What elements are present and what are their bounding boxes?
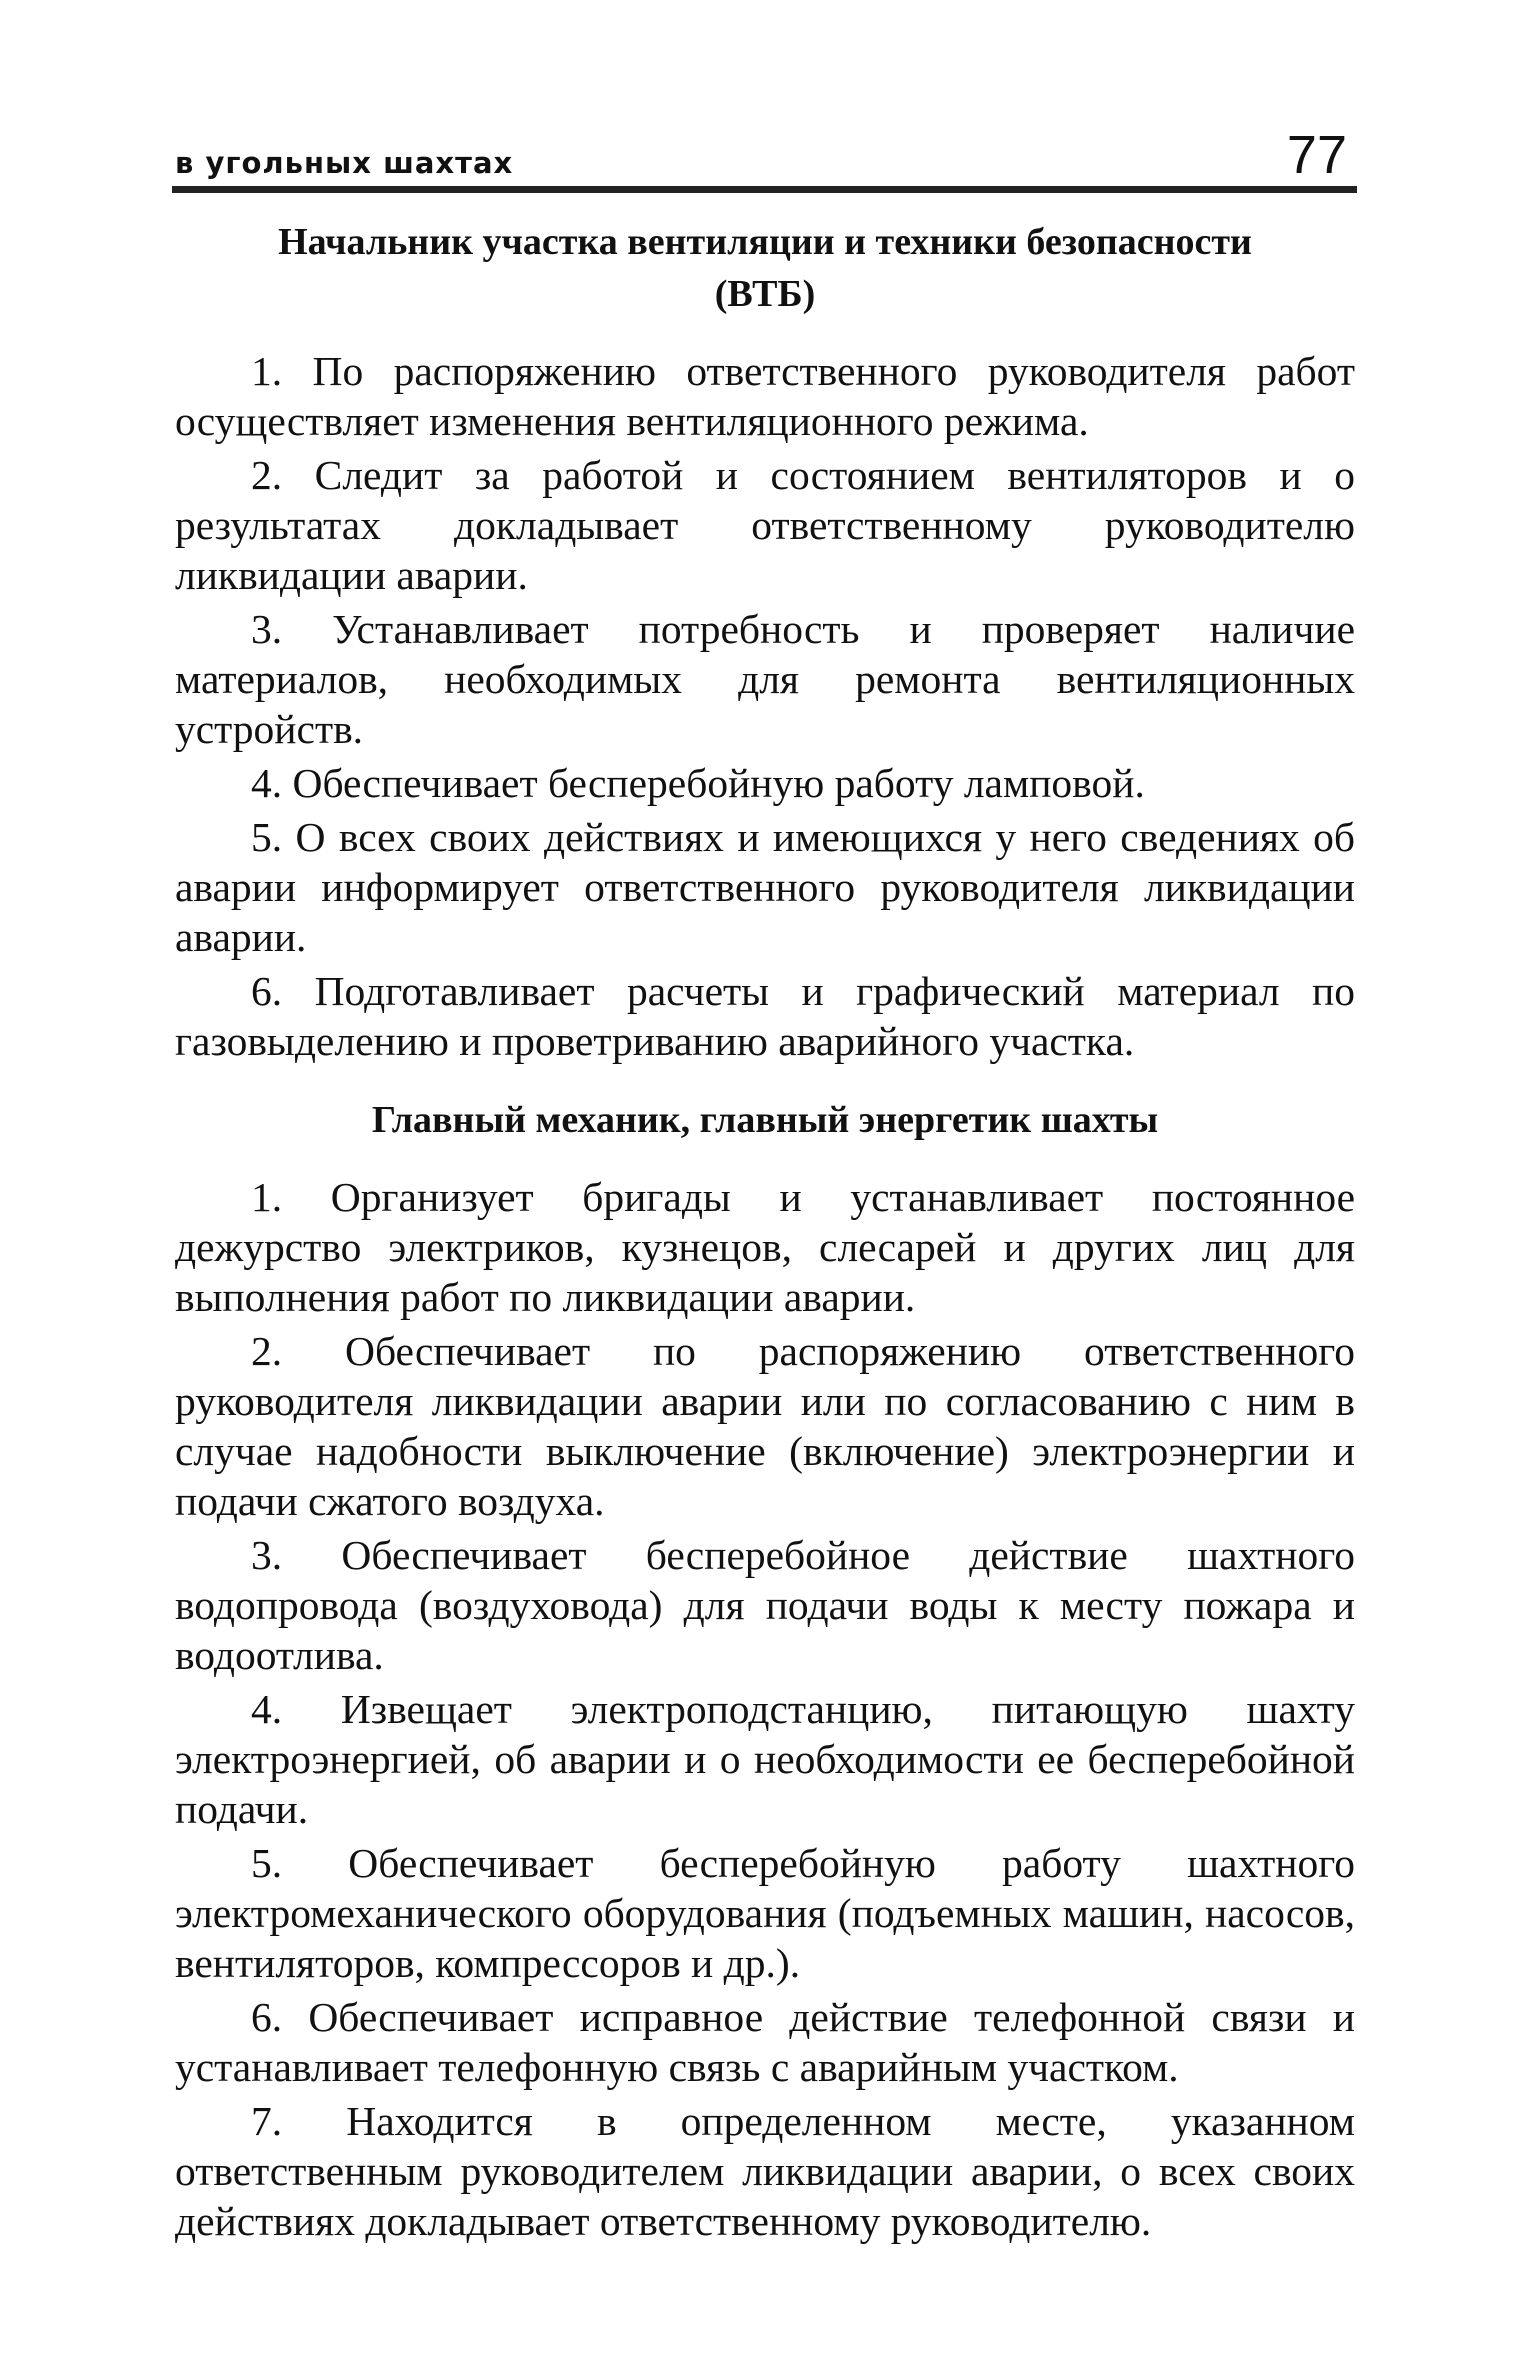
section-title-line: (ВТБ) bbox=[714, 273, 816, 315]
header-rule bbox=[172, 186, 1357, 193]
list-item: 4. Обеспечивает бесперебойную работу ламповой. bbox=[251, 760, 1145, 806]
list-item: 5. Обеспечивает бесперебойную работу шахтного электромеханического оборудования (подъемных машин, насосов, вентиляторов, компрессоров и др.). bbox=[175, 1840, 1355, 1986]
list-item: 3. Обеспечивает бесперебойное действие шахтного водопровода (воздуховода) для подачи воды к месту пожара и водоотлива. bbox=[175, 1532, 1355, 1678]
list-item: 2. Следит за работой и состоянием вентиляторов и о результатах докладывает ответственному руководителю ликвидации аварии. bbox=[175, 452, 1355, 598]
page-content bbox=[175, 208, 1355, 2250]
list-item: 6. Подготавливает расчеты и графический материал по газовыделению и проветриванию аварийного участка. bbox=[175, 968, 1355, 1064]
running-title: в угольных шахтах bbox=[175, 146, 514, 180]
page-number: 77 bbox=[1286, 125, 1347, 185]
list-item: 4. Извещает электроподстанцию, питающую шахту электроэнергией, об аварии и о необходимости ее бесперебойной подачи. bbox=[175, 1686, 1355, 1832]
section-title-chief-mechanic: Главный механик, главный энергетик шахты bbox=[371, 1099, 1159, 1141]
list-item: 6. Обеспечивает исправное действие телефонной связи и устанавливает телефонную связь с аварийным участком. bbox=[175, 1994, 1355, 2090]
section-title-vtb bbox=[175, 216, 1355, 320]
running-head bbox=[175, 125, 1355, 188]
list-item: 2. Обеспечивает по распоряжению ответственного руководителя ликвидации аварии или по согласованию с ним в случае надобности выключение (включение) электроэнергии и подачи сжатого воздуха. bbox=[175, 1328, 1355, 1524]
list-item: 5. О всех своих действиях и имеющихся у него сведениях об аварии информирует ответственного руководителя ликвидации аварии. bbox=[175, 814, 1355, 960]
list-item: 7. Находится в определенном месте, указанном ответственным руководителем ликвидации аварии, о всех своих действиях докладывает ответственному руководителю. bbox=[175, 2098, 1355, 2244]
list-item: 1. По распоряжению ответственного руководителя работ осуществляет изменения вентиляционного режима. bbox=[175, 348, 1355, 444]
list-item: 1. Организует бригады и устанавливает постоянное дежурство электриков, кузнецов, слесарей и других лиц для выполнения работ по ликвидации аварии. bbox=[175, 1174, 1355, 1320]
section-title-line: Начальник участка вентиляции и техники безопасности bbox=[278, 221, 1252, 263]
list-item: 3. Устанавливает потребность и проверяет наличие материалов, необходимых для ремонта вентиляционных устройств. bbox=[175, 606, 1355, 752]
